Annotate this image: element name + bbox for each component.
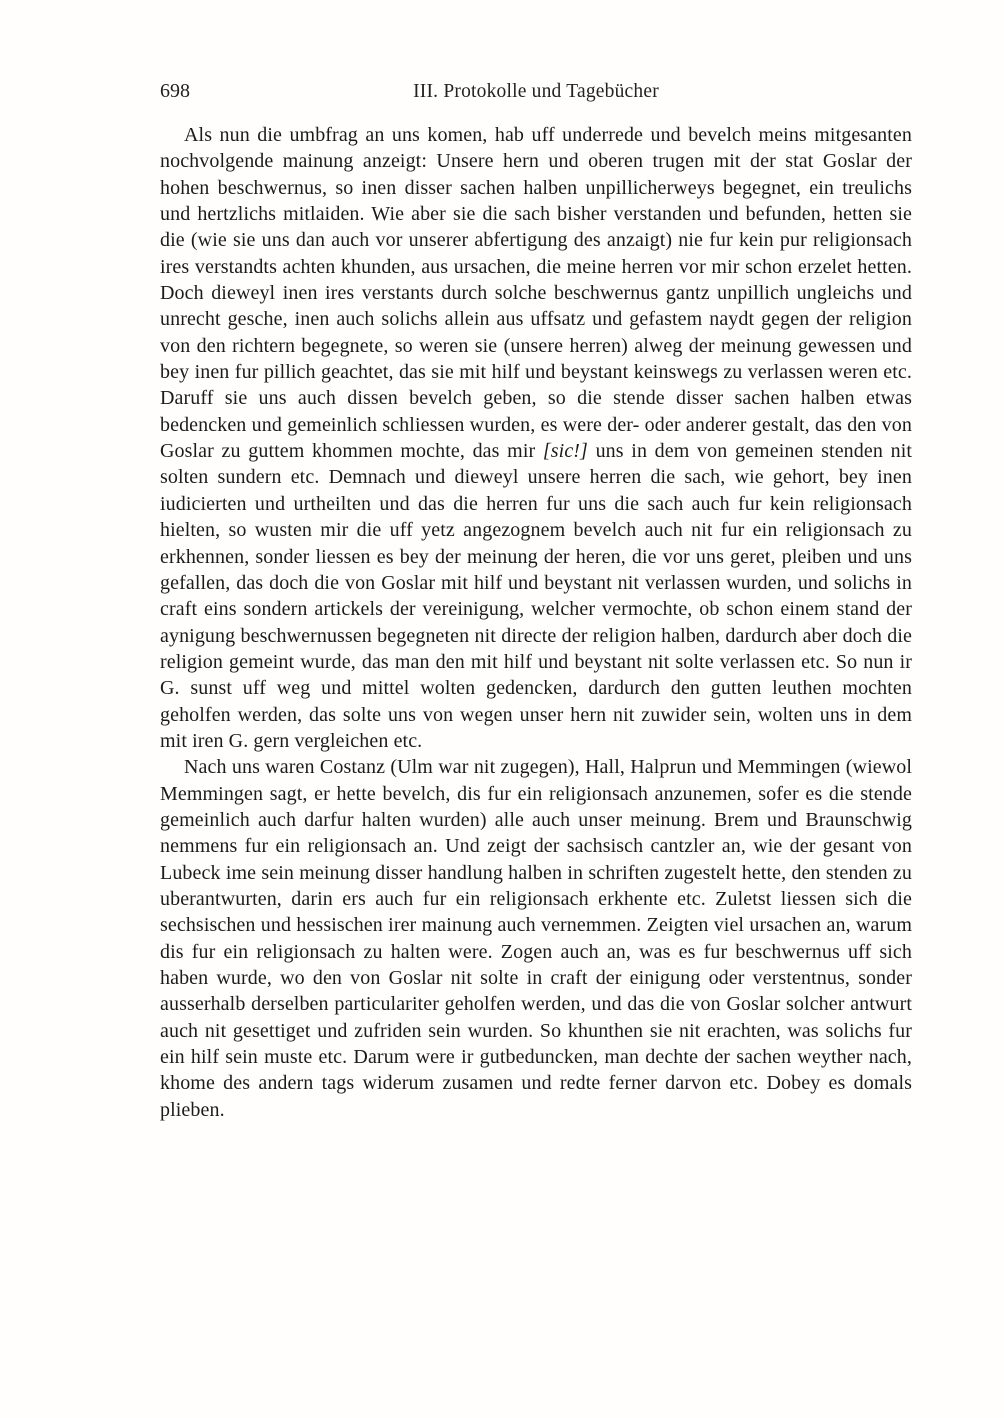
page-number: 698 bbox=[160, 80, 190, 102]
sic-annotation: [sic!] bbox=[542, 440, 588, 463]
paragraph-2: Nach uns waren Costanz (Ulm war nit zugegen), Hall, Halprun und Memmingen (wiewol Memmingen sagt, er hette bevelch, dis fur ein religionsach anzunemen, sofer es die stende gemeinlich auch darfur halten wurden) alle auch unser meinung. Brem und Braunschwig nemmens fur ein religionsach an. Und zeigt der sachsisch cantzler an, wie der gesant von Lubeck ime sein meinung disser handlung halben in schriften zugestelt hette, den stenden zu uberantwurten, darin ers auch fur ein religionsach erkhente etc. Zuletst liessen sich die sechsischen und hessischen irer mainung auch vernemmen. Zeigten viel ursachen an, warum dis fur ein religionsach zu halten were. Zogen auch an, was es fur beschwernus uff sich haben wurde, wo den von Goslar nit solte in craft der einigung oder verstentnus, sonder ausserhalb derselben particulariter geholfen werden, und das die von Goslar solcher antwurt auch nit gesettiget und zufriden sein wurden. So khunthen sie nit erachten, was solichs fur ein hilf sein muste etc. Darum were ir gutbeduncken, man dechte der sachen weyther nach, khome des andern tags widerum zusamen und redte ferner darvon etc. Dobey es domals plieben. bbox=[160, 756, 912, 1121]
paragraph-1-text-after-sic: uns in dem von gemeinen stenden nit solten sundern etc. Demnach und dieweyl unsere herren die sach, wie gehort, bey inen iudicierten und urtheilten und das die herren fur uns die sach auch fur kein religionsach hielten, so wusten mir die uff yetz angezognem bevelch auch nit fur ein religionsach zu erkhennen, sonder liessen es bey der meinung der heren, die vor uns geret, pleiben und uns gefallen, das doch die von Goslar mit hilf und beystant nit verlassen wurden, und solichs in craft eins sondern artickels der vereinigung, welcher vermochte, ob schon einem stand der aynigung beschwernussen begegneten nit directe der religion halben, dardurch aber doch die religion gemeint wurde, das man den mit hilf und beystant nit solte verlassen etc. So nun ir G. sunst uff weg und mittel wolten gedencken, dardurch den gutten leuthen mochten geholfen werden, das solte uns von wegen unser hern nit zuwider sein, wolten uns in dem mit iren G. gern vergleichen etc. bbox=[160, 440, 913, 752]
paragraph-1-text-before-sic: Als nun die umbfrag an uns komen, hab uff underrede und bevelch meins mitgesanten nochvolgende mainung anzeigt: Unsere hern und oberen trugen mit der stat Goslar der hohen beschwernus, so inen disser sachen halben unpillicherweys begegnet, ein treulichs und hertzlichs mitlaiden. Wie aber sie die sach bisher verstanden und befunden, hetten sie die (wie sie uns dan auch vor unserer abfertigung des anzaigt) nie fur kein pur religionsach ires verstandts achten khunden, aus ursachen, die meine herren vor mir schon erzelet hetten. Doch dieweyl inen ires verstants durch solche beschwernus gantz unpillich ungleichs und unrecht gesche, inen auch solichs allein aus uffsatz und gefastem naydt gegen der religion von den richtern begegnete, so weren sie (unsere herren) alweg der meinung gewessen und bey inen fur pillich geachtet, das sie mit hilf und beystant keinswegs zu verlassen weren etc. Daruff sie uns auch dissen bevelch geben, so die stende disser sachen halben etwas bedencken und gemeinlich schliessen wurden, es were der- oder anderer gestalt, das den von Goslar zu guttem khommen mochte, das mir bbox=[160, 124, 912, 463]
page-body bbox=[160, 122, 912, 1123]
paragraph-1 bbox=[160, 122, 912, 754]
running-head: III. Protokolle und Tagebücher bbox=[413, 81, 659, 102]
page-header bbox=[160, 80, 912, 103]
